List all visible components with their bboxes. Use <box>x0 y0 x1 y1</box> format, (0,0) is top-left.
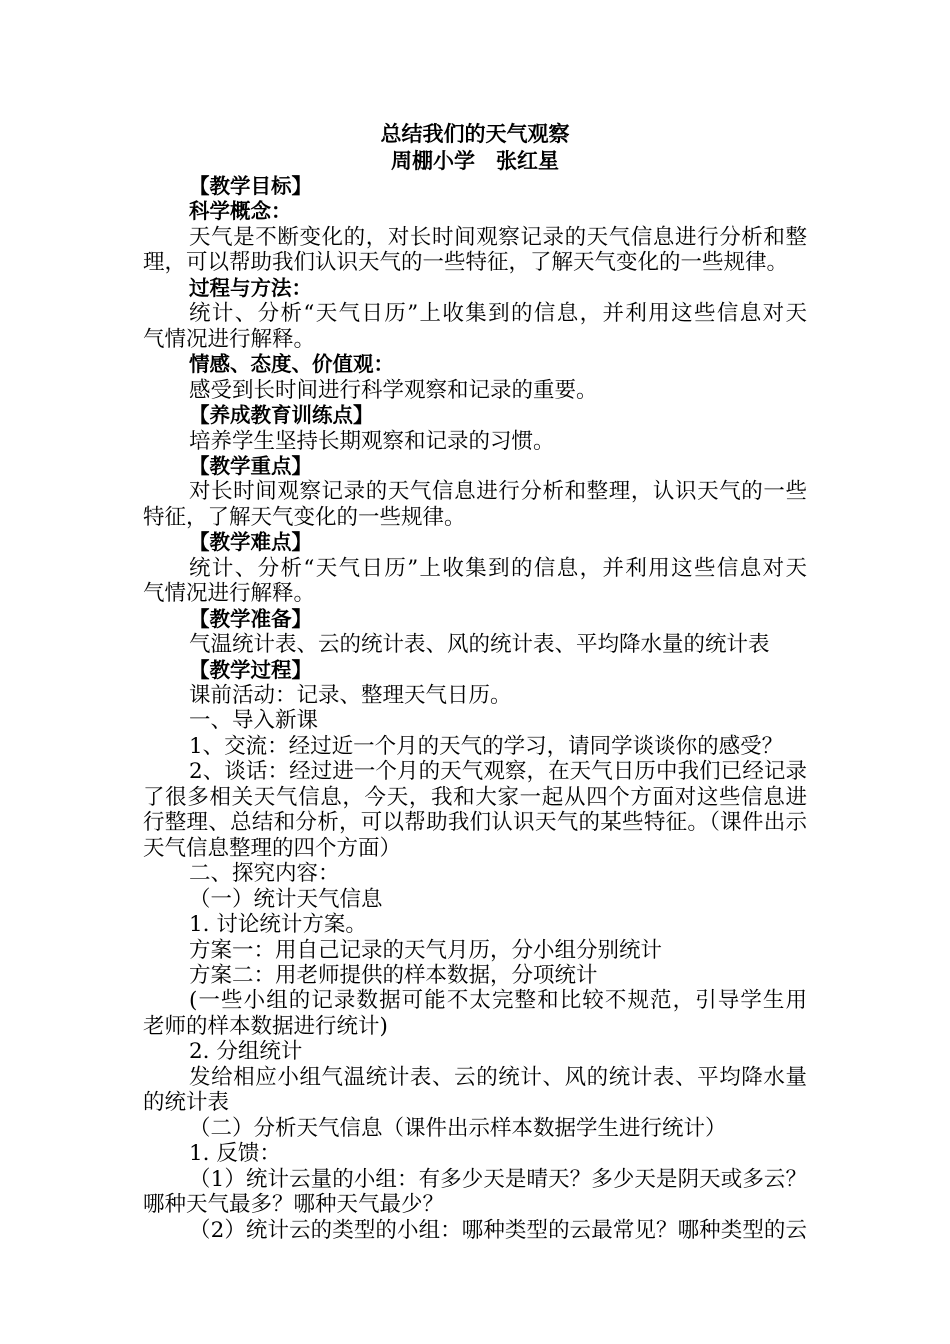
text-line: 一、导入新课 <box>189 708 319 734</box>
text-line: 了很多相关天气信息，今天，我和大家一起从四个方面对这些信息进 <box>143 784 807 810</box>
text-line: 的统计表 <box>143 1090 230 1116</box>
section-heading: 【教学准备】 <box>189 606 312 631</box>
section-heading: 情感、态度、价值观： <box>189 352 394 377</box>
text-line: 课前活动：记录、整理天气日历。 <box>189 683 512 708</box>
text-line: 2、谈话：经过进一个月的天气观察，在天气日历中我们已经记录 <box>189 759 807 785</box>
section-heading: 【教学目标】 <box>189 174 312 198</box>
text-line: 二、探究内容： <box>189 861 340 887</box>
text-line: （一）统计天气信息 <box>189 886 383 912</box>
text-line: 气情况进行解释。 <box>143 581 316 607</box>
section-heading: 【养成教育训练点】 <box>189 403 374 427</box>
text-line: 1. 反馈： <box>189 1141 281 1167</box>
text-line: 老师的样本数据进行统计) <box>143 1013 388 1039</box>
text-line: 统计、分析“天气日历”上收集到的信息，并利用这些信息对天 <box>189 301 807 327</box>
text-line: 特征，了解天气变化的一些规律。 <box>143 504 466 530</box>
document-author: 周棚小学 张红星 <box>391 149 559 173</box>
text-line: 对长时间观察记录的天气信息进行分析和整理，认识天气的一些 <box>189 479 807 505</box>
text-line: 2. 分组统计 <box>189 1039 303 1065</box>
text-line: (一些小组的记录数据可能不太完整和比较不规范，引导学生用 <box>189 988 807 1014</box>
section-heading: 【教学过程】 <box>189 657 312 682</box>
section-heading: 【教学难点】 <box>189 530 312 555</box>
text-line: 方案二：用老师提供的样本数据，分项统计 <box>189 962 598 988</box>
section-heading: 【教学重点】 <box>189 453 312 478</box>
text-line: （1）统计云量的小组：有多少天是晴天？多少天是阴天或多云？ <box>189 1166 807 1192</box>
text-line: （二）分析天气信息（课件出示样本数据学生进行统计） <box>189 1115 727 1141</box>
text-line: 气情况进行解释。 <box>143 326 316 352</box>
section-heading: 科学概念： <box>189 199 292 224</box>
text-line: 理，可以帮助我们认识天气的一些特征，了解天气变化的一些规律。 <box>143 250 789 276</box>
section-heading: 过程与方法： <box>189 275 312 300</box>
text-line: 天气信息整理的四个方面） <box>143 835 402 861</box>
text-line: 哪种天气最多？哪种天气最少？ <box>143 1192 445 1217</box>
text-line: 气温统计表、云的统计表、风的统计表、平均降水量的统计表 <box>189 632 770 658</box>
text-line: 感受到长时间进行科学观察和记录的重要。 <box>189 377 598 403</box>
text-line: 统计、分析“天气日历”上收集到的信息，并利用这些信息对天 <box>189 555 807 581</box>
text-line: 天气是不断变化的，对长时间观察记录的天气信息进行分析和整 <box>189 224 807 250</box>
text-line: 发给相应小组气温统计表、云的统计、风的统计表、平均降水量 <box>189 1064 807 1090</box>
text-line: 行整理、总结和分析，可以帮助我们认识天气的某些特征。（课件出示 <box>143 810 807 836</box>
text-line: 培养学生坚持长期观察和记录的习惯。 <box>189 428 555 454</box>
text-line: 1. 讨论统计方案。 <box>189 912 367 937</box>
text-line: 1、交流：经过近一个月的天气的学习，请同学谈谈你的感受？ <box>189 733 784 759</box>
text-line: 方案一：用自己记录的天气月历，分小组分别统计 <box>189 937 663 963</box>
document-title: 总结我们的天气观察 <box>380 122 570 146</box>
text-line: （2）统计云的类型的小组：哪种类型的云最常见？哪种类型的云 <box>189 1217 807 1243</box>
